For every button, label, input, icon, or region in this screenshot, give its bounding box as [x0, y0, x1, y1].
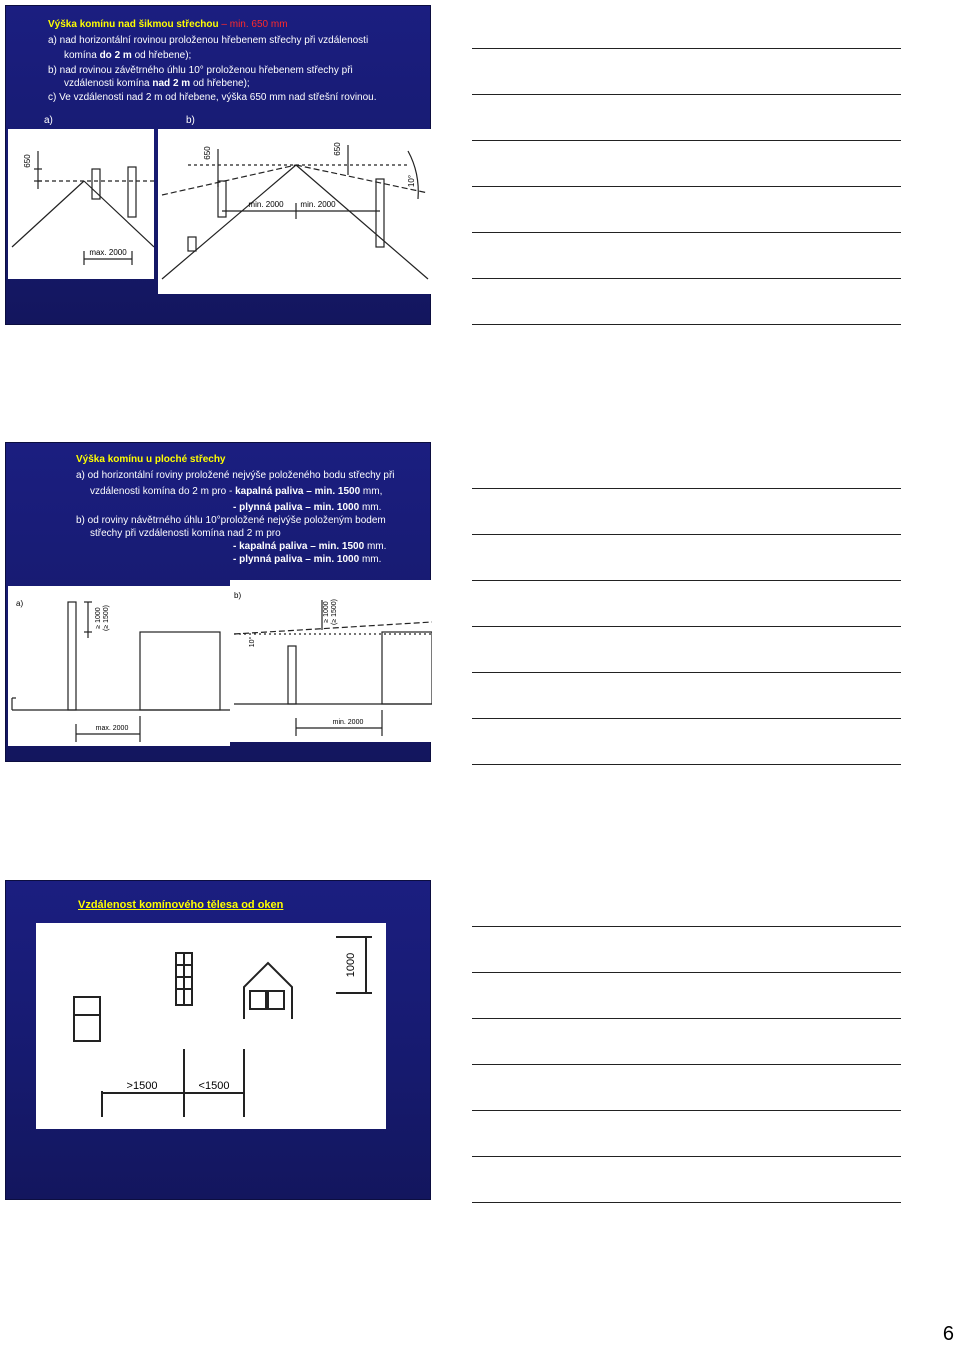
- slide1-line-b1: b) nad rovinou závětrného úhlu 10° proloženou hřebenem střechy při: [48, 65, 353, 76]
- slide1-line-b2: vzdálenosti komína nad 2 m od hřebene);: [64, 78, 250, 89]
- figure-b-dim-width-1: min. 2000: [248, 200, 284, 209]
- figure3-dim-width-2: <1500: [198, 1080, 230, 1092]
- figure-a-sloped-roof: [8, 129, 154, 279]
- figure-b-dim-height-2: 650: [333, 142, 342, 156]
- figure2b-dim-height-alt: (≥ 1500): [331, 598, 338, 626]
- slide2-title: Výška komínu u ploché střechy: [76, 454, 226, 465]
- note-line: [472, 1110, 901, 1111]
- slide1-line-c: c) Ve vzdálenosti nad 2 m od hřebene, výška 650 mm nad střešní rovinou.: [48, 92, 377, 103]
- slide1-label-a: a): [44, 115, 53, 126]
- slide2-line-a2: vzdálenosti komína do 2 m pro - kapalná paliva – min. 1500 mm,: [90, 486, 383, 497]
- slide3-title: Vzdálenost komínového tělesa od oken: [78, 899, 284, 911]
- figure-window-distance: [36, 923, 386, 1129]
- slide-chimney-flat-roof: [5, 442, 431, 762]
- note-line: [472, 232, 901, 233]
- note-line: [472, 534, 901, 535]
- figure2a-label: a): [16, 599, 24, 608]
- figure2a-dim-height-alt: (≥ 1500): [103, 604, 110, 632]
- figure-a-dim-height: 650: [23, 154, 32, 168]
- page-number: 6: [942, 1323, 954, 1345]
- slide1-line-a2: komína do 2 m od hřebene);: [64, 50, 192, 61]
- note-line: [472, 580, 901, 581]
- note-line: [472, 1202, 901, 1203]
- slide2-line-a3: - plynná paliva – min. 1000 mm.: [233, 502, 382, 513]
- figure2a-dim-height: ≥ 1000: [95, 607, 102, 629]
- figure-a-flat-roof: [8, 586, 230, 746]
- slide2-line-b2: střechy při vzdálenosti komína nad 2 m pro: [90, 528, 281, 539]
- note-line: [472, 324, 901, 325]
- figure-b-angle: 10°: [407, 174, 416, 188]
- slide1-title: Výška komínu nad šikmou střechou – min. 650 mm: [48, 19, 288, 30]
- note-line: [472, 278, 901, 279]
- note-line: [472, 626, 901, 627]
- figure-b-sloped-roof: [158, 129, 432, 294]
- figure2b-dim-height: ≥ 1000: [323, 601, 330, 623]
- slide1-label-b: b): [186, 115, 195, 126]
- note-line: [472, 764, 901, 765]
- figure-b-dim-width-2: min. 2000: [300, 200, 336, 209]
- note-line: [472, 926, 901, 927]
- slide2-line-b1: b) od roviny návětrného úhlu 10°proložené nejvýše položeným bodem: [76, 515, 386, 526]
- note-line: [472, 1156, 901, 1157]
- slide2-line-a1: a) od horizontální roviny proložené nejvýše položeného bodu střechy při: [76, 470, 395, 481]
- note-line: [472, 48, 901, 49]
- figure2b-dim-width: min. 2000: [332, 719, 364, 726]
- note-line: [472, 186, 901, 187]
- slide-chimney-sloped-roof: [5, 5, 431, 325]
- note-line: [472, 672, 901, 673]
- slide2-line-b3: - kapalná paliva – min. 1500 mm.: [233, 541, 387, 552]
- note-line: [472, 488, 901, 489]
- slide2-line-b4: - plynná paliva – min. 1000 mm.: [233, 554, 382, 565]
- figure2b-label: b): [234, 591, 242, 600]
- figure2b-angle: 10°: [249, 636, 256, 648]
- note-line: [472, 1018, 901, 1019]
- figure3-dim-width-1: >1500: [126, 1080, 158, 1092]
- note-line: [472, 94, 901, 95]
- note-line: [472, 718, 901, 719]
- slide-chimney-window-distance: [5, 880, 431, 1200]
- figure3-dim-vertical: 1000: [345, 952, 357, 978]
- figure-b-dim-height-1: 650: [203, 146, 212, 160]
- figure-b-flat-roof: [230, 580, 432, 742]
- note-line: [472, 972, 901, 973]
- note-line: [472, 1064, 901, 1065]
- slide1-line-a1: a) nad horizontální rovinou proloženou hřebenem střechy při vzdálenosti: [48, 35, 369, 46]
- note-line: [472, 140, 901, 141]
- figure2a-dim-width: max. 2000: [95, 725, 129, 732]
- figure-a-dim-width: max. 2000: [89, 248, 127, 257]
